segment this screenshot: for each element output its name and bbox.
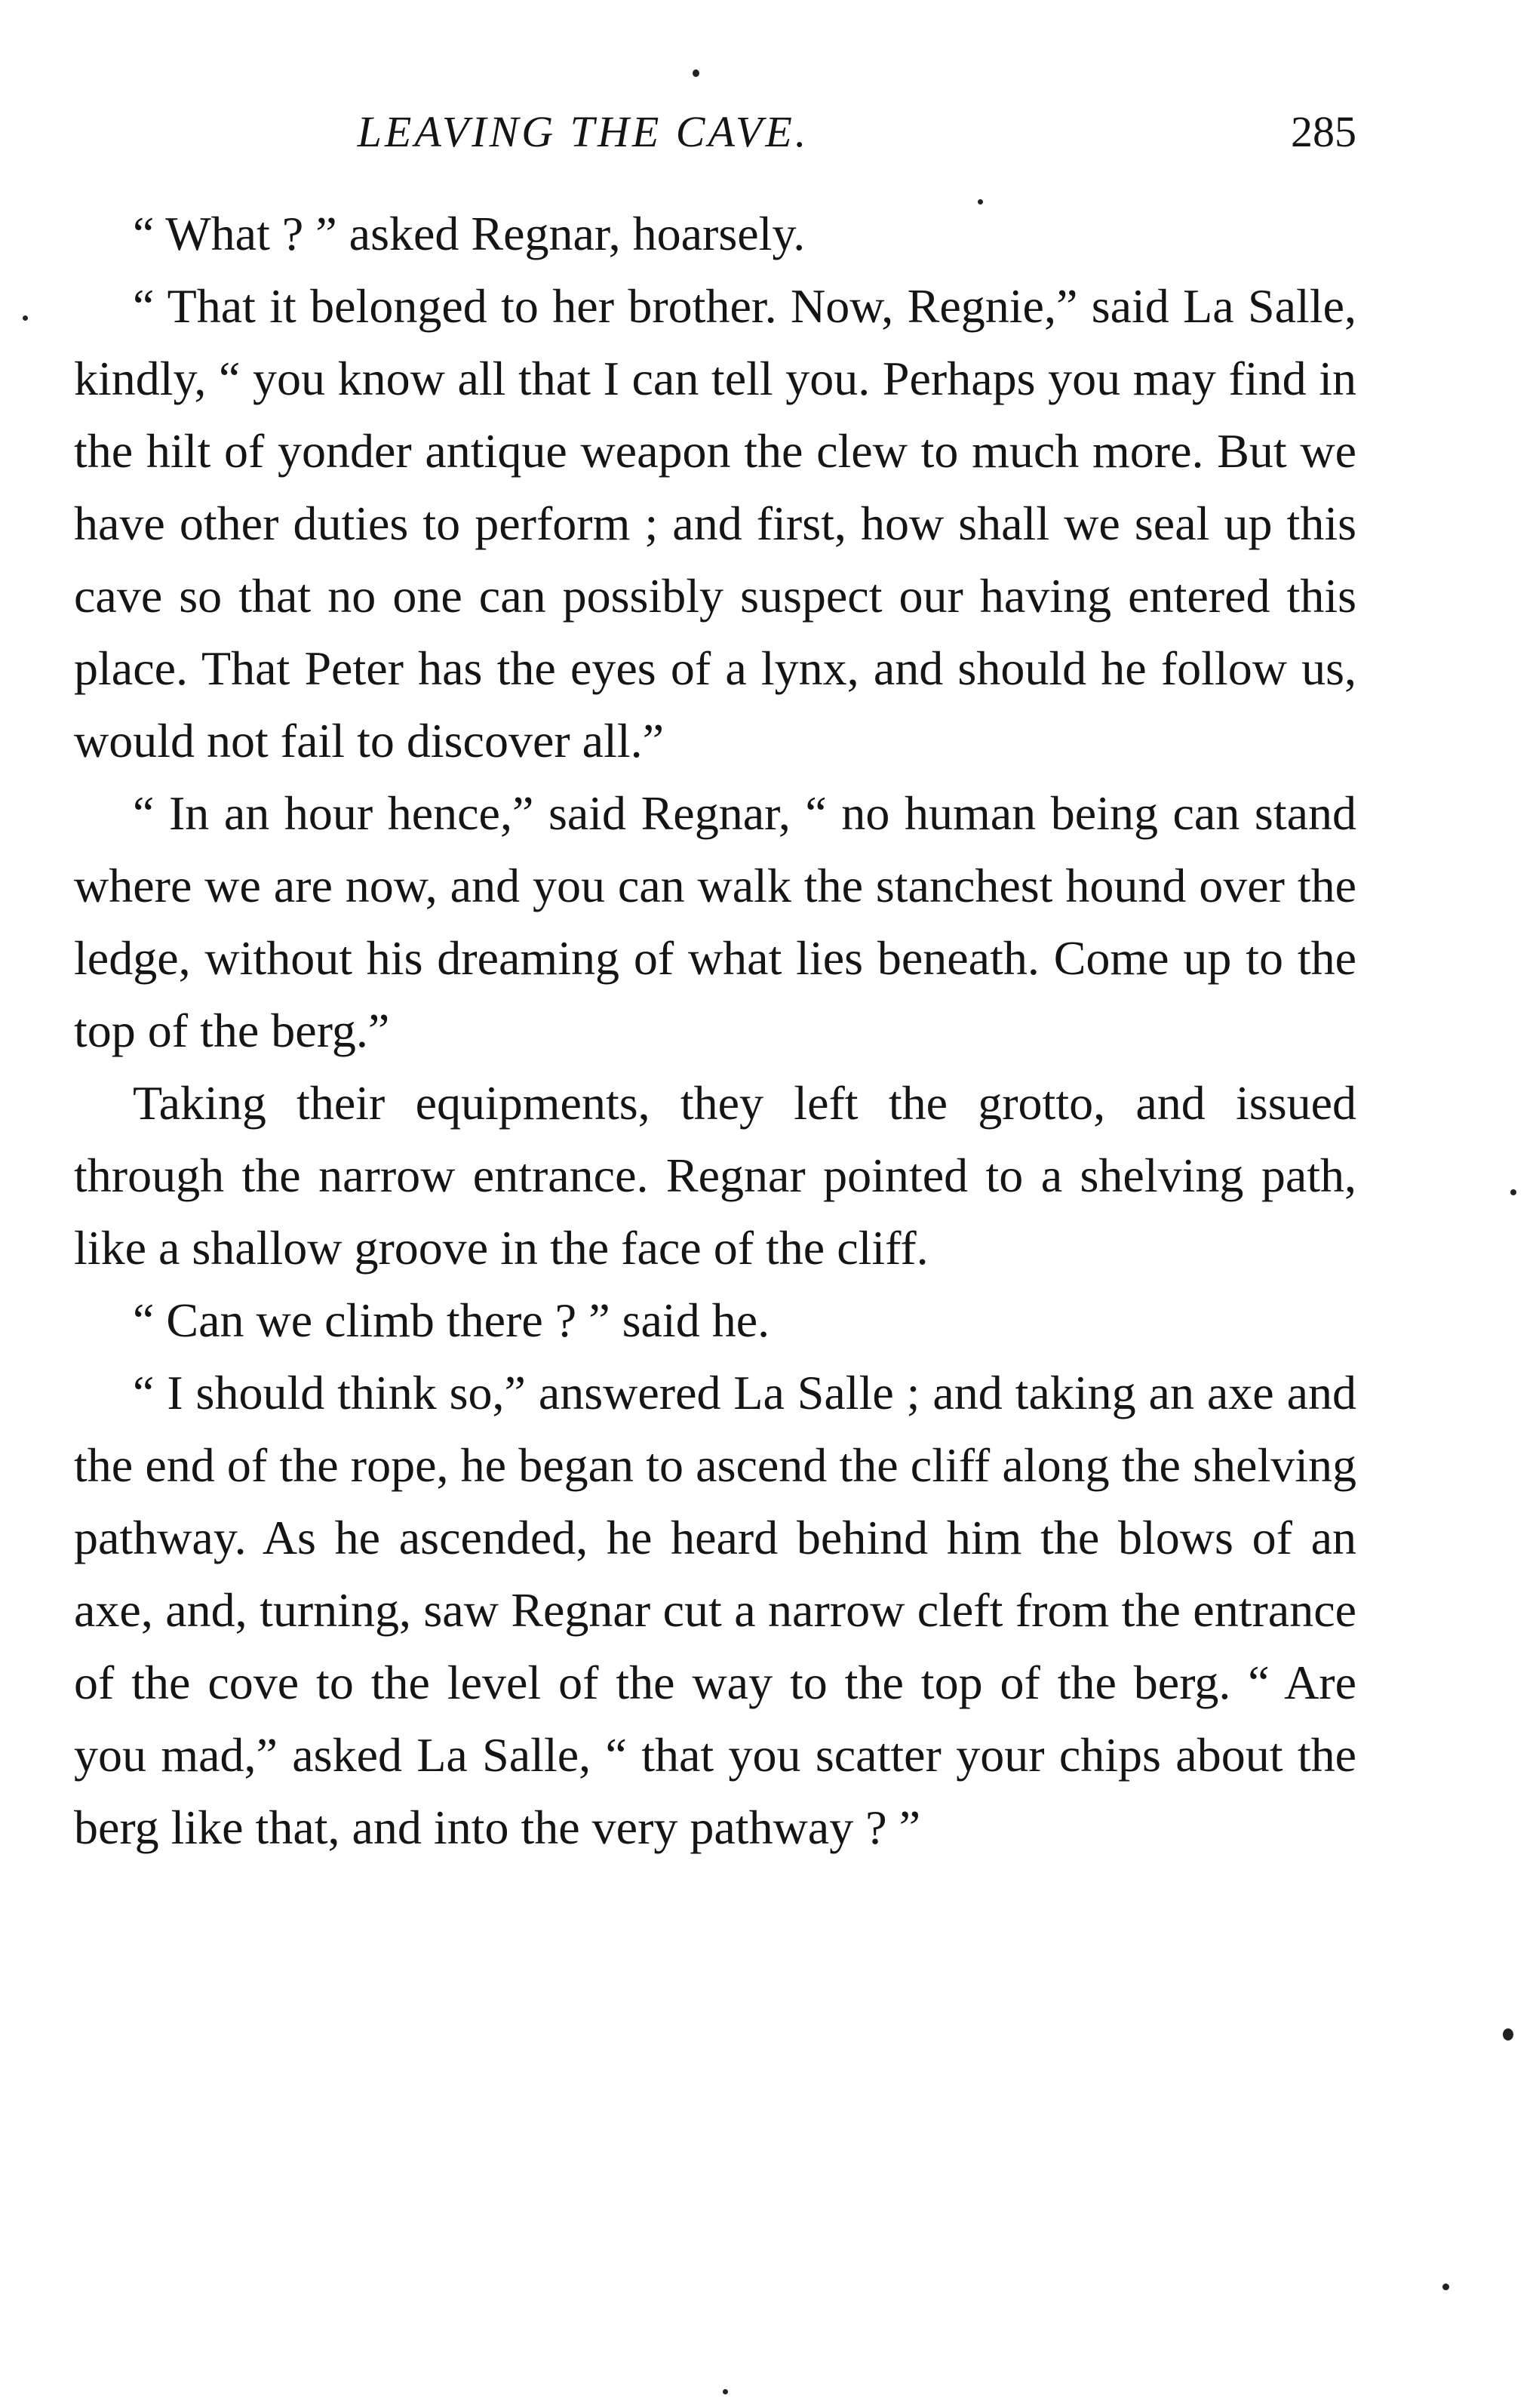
print-speck — [693, 69, 699, 77]
body-text — [74, 198, 1356, 1864]
print-speck — [1510, 1189, 1516, 1195]
paragraph: “ Can we climb there ? ” said he. — [133, 1293, 770, 1347]
paragraph: “ I should think so,” answered La Salle ; and taking an axe and the end of the rope, he began to ascend the cliff along the shelving pathway. As he ascended, he heard behind him the blows of an axe, and, turning, saw Regnar cut a narrow cleft from the entrance of the cove to the level of the way to the top of the berg. “ Are you mad,” asked La Salle, “ that you scatter your chips about the berg like that, and into the very pathway ? ” — [74, 1366, 1356, 1854]
paragraph: Taking their equipments, they left the grotto, and issued through the narrow entrance. Regnar pointed to a shelving path, like a shallow groove in the face of the cliff. — [74, 1076, 1356, 1275]
page-header — [74, 98, 1356, 166]
page-number: 285 — [1291, 107, 1356, 156]
print-speck — [723, 2389, 728, 2394]
print-speck — [23, 315, 28, 321]
paragraph: “ That it belonged to her brother. Now, Regnie,” said La Salle, kindly, “ you know all that I can tell you. Perhaps you may find in the hilt of yonder antique weapon the clew to much more. But we have other duties to perform ; and first, how shall we seal up this cave so that no one can possibly suspect our having entered this place. That Peter has the eyes of a lynx, and should he follow us, would not fail to discover all.” — [74, 279, 1356, 767]
print-speck — [1442, 2283, 1449, 2290]
paragraph: “ In an hour hence,” said Regnar, “ no human being can stand where we are now, and you can walk the stanchest hound over the ledge, without his dreaming of what lies beneath. Come up to the top of the berg.” — [74, 786, 1356, 1057]
print-speck — [1503, 2028, 1513, 2040]
paragraph: “ What ? ” asked Regnar, hoarsely. — [133, 207, 806, 260]
print-speck — [978, 199, 983, 205]
running-title: LEAVING THE CAVE. — [357, 107, 809, 156]
